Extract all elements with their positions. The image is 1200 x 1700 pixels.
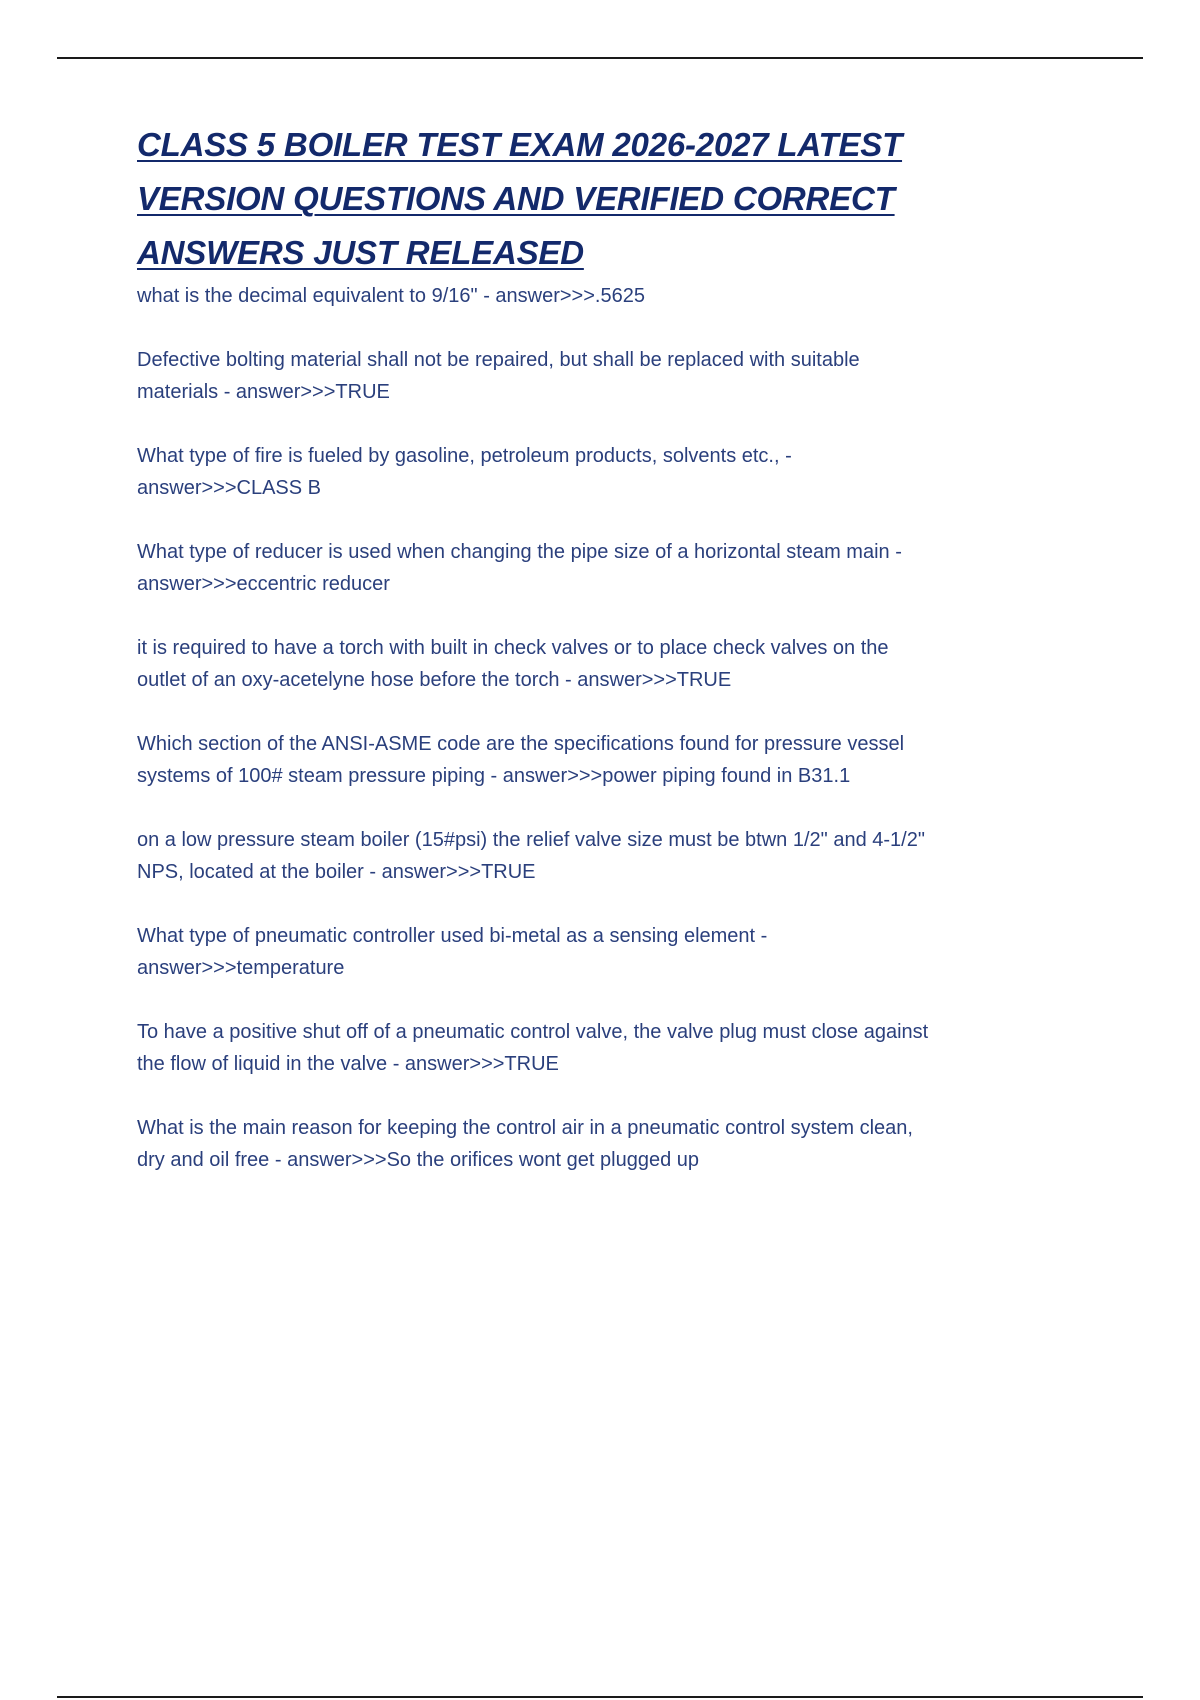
qa-item: Defective bolting material shall not be repaired, but shall be replaced with suitable materials - answer>>>TRUE <box>137 349 860 403</box>
qa-item: What type of reducer is used when changing the pipe size of a horizontal steam main - answer>>>eccentric reducer <box>137 541 902 595</box>
qa-item: To have a positive shut off of a pneumatic control valve, the valve plug must close against the flow of liquid in the valve - answer>>>TRUE <box>137 1021 929 1075</box>
document-title <box>137 118 1037 280</box>
qa-item: it is required to have a torch with built in check valves or to place check valves on the outlet of an oxy-acetelyne hose before the torch - answer>>>TRUE <box>137 637 889 691</box>
header-rule <box>57 57 1143 59</box>
document-body <box>137 118 1037 1208</box>
qa-item: on a low pressure steam boiler (15#psi) the relief valve size must be btwn 1/2" and 4-1/2" NPS, located at the boiler - answer>>>TRUE <box>137 829 925 883</box>
qa-item: what is the decimal equivalent to 9/16" - answer>>>.5625 <box>137 285 645 307</box>
title-line: CLASS 5 BOILER TEST EXAM 2026-2027 LATEST <box>137 126 903 163</box>
title-line: VERSION QUESTIONS AND VERIFIED CORRECT <box>137 180 895 217</box>
qa-item: Which section of the ANSI-ASME code are the specifications found for pressure vessel systems of 100# steam pressure piping - answer>>>power piping found in B31.1 <box>137 733 905 787</box>
title-line: ANSWERS JUST RELEASED <box>137 234 584 271</box>
question-answer-list <box>137 280 1037 1176</box>
qa-item: What type of fire is fueled by gasoline, petroleum products, solvents etc., - answer>>>CLASS B <box>137 445 792 499</box>
qa-item: What is the main reason for keeping the control air in a pneumatic control system clean, dry and oil free - answer>>>So the orifices wont get plugged up <box>137 1117 913 1171</box>
footer-rule <box>57 1696 1143 1698</box>
qa-item: What type of pneumatic controller used bi-metal as a sensing element - answer>>>temperature <box>137 925 768 979</box>
